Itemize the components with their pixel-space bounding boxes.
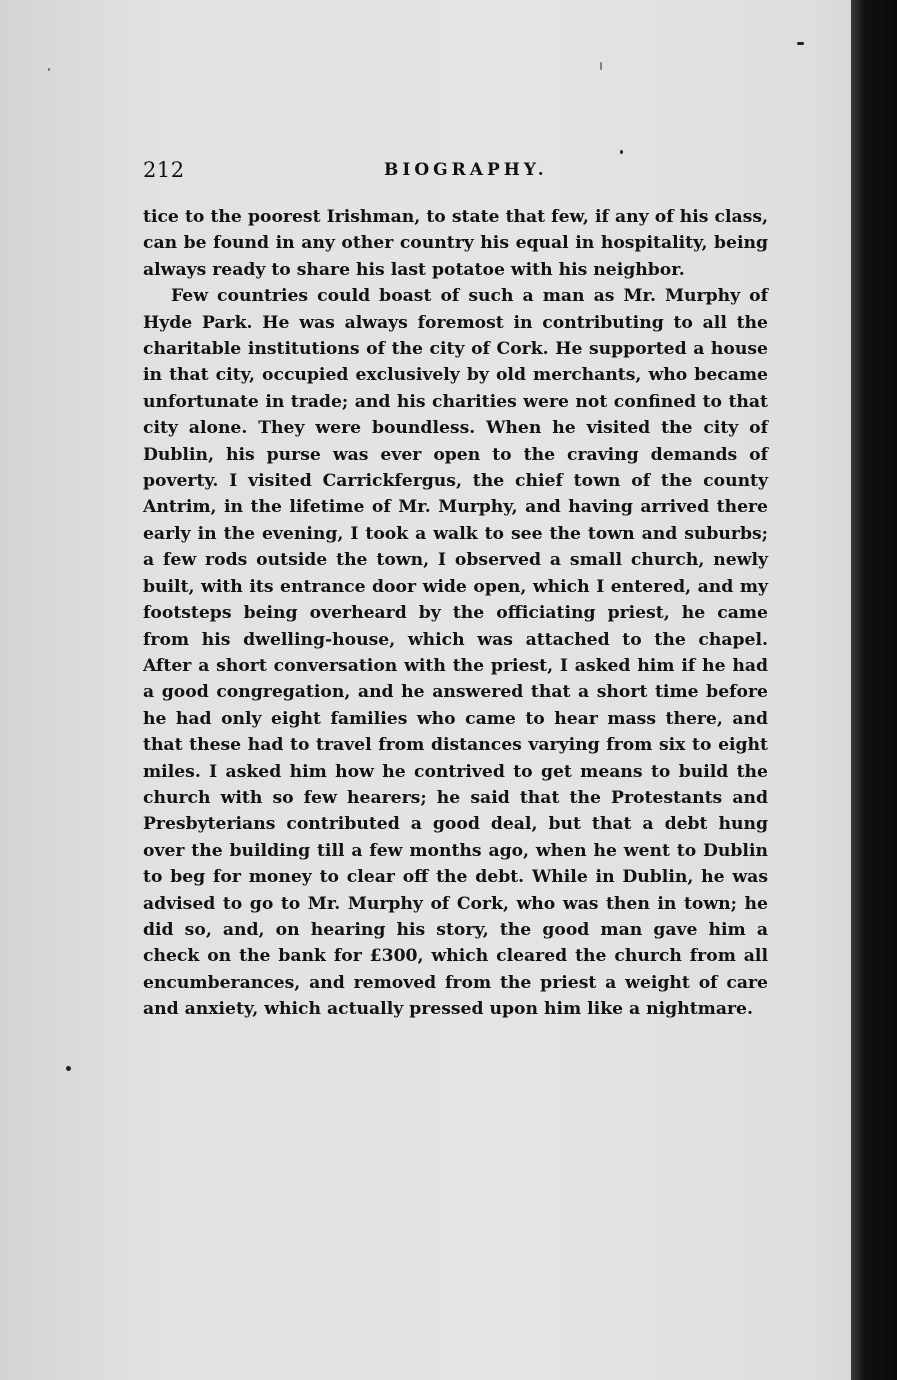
page-number: 212 — [143, 158, 185, 182]
body-text — [143, 204, 768, 1023]
ink-speck — [620, 150, 623, 154]
paragraph: tice to the poorest Irishman, to state that few, if any of his class, can be found in any other country his equal in hospitality, being always ready to share his last potatoe with his neighbor. — [143, 207, 768, 280]
ink-speck — [600, 62, 602, 70]
ink-speck — [66, 1066, 71, 1071]
paragraph: Few countries could boast of such a man as Mr. Murphy of Hyde Park. He was always foremost in contributing to all the charitable institutions of the city of Cork. He supported a house in that city, occupied exclusively by old merchants, who became unfortunate in trade; and his charities were not confined to that city alone. They were boundless. When he visited the city of Dublin, his purse was ever open to the craving demands of poverty. I visited Carrickfergus, the chief town of the county Antrim, in the lifetime of Mr. Murphy, and having arrived there early in the evening, I took a walk to see the town and suburbs; a few rods outside the town, I observed a small church, newly built, with its entrance door wide open, which I entered, and my footsteps being overheard by the officiating priest, he came from his dwelling-house, which was attached to the chapel. After a short conversation with the priest, I asked him if he had a good congregation, and he answered that a short time before he had only eight families who came to hear mass there, and that these had to travel from distances varying from six to eight miles. I asked him how he contrived to get means to build the church with so few hearers; he said that the Protestants and Presbyterians contributed a good deal, but that a debt hung over the building till a few months ago, when he went to Dublin to beg for money to clear off the debt. While in Dublin, he was advised to go to Mr. Murphy of Cork, who was then in town; he did so, and, on hearing his story, the good man gave him a check on the bank for £300, which cleared the church from all encumberances, and removed from the priest a weight of care and anxiety, which actually pressed upon him like a nightmare. — [143, 286, 768, 1020]
running-head: BIOGRAPHY. — [384, 160, 548, 180]
page-header — [143, 158, 768, 188]
ink-speck — [797, 42, 804, 45]
book-edge-shadow — [851, 0, 897, 1380]
ink-speck — [48, 68, 50, 71]
